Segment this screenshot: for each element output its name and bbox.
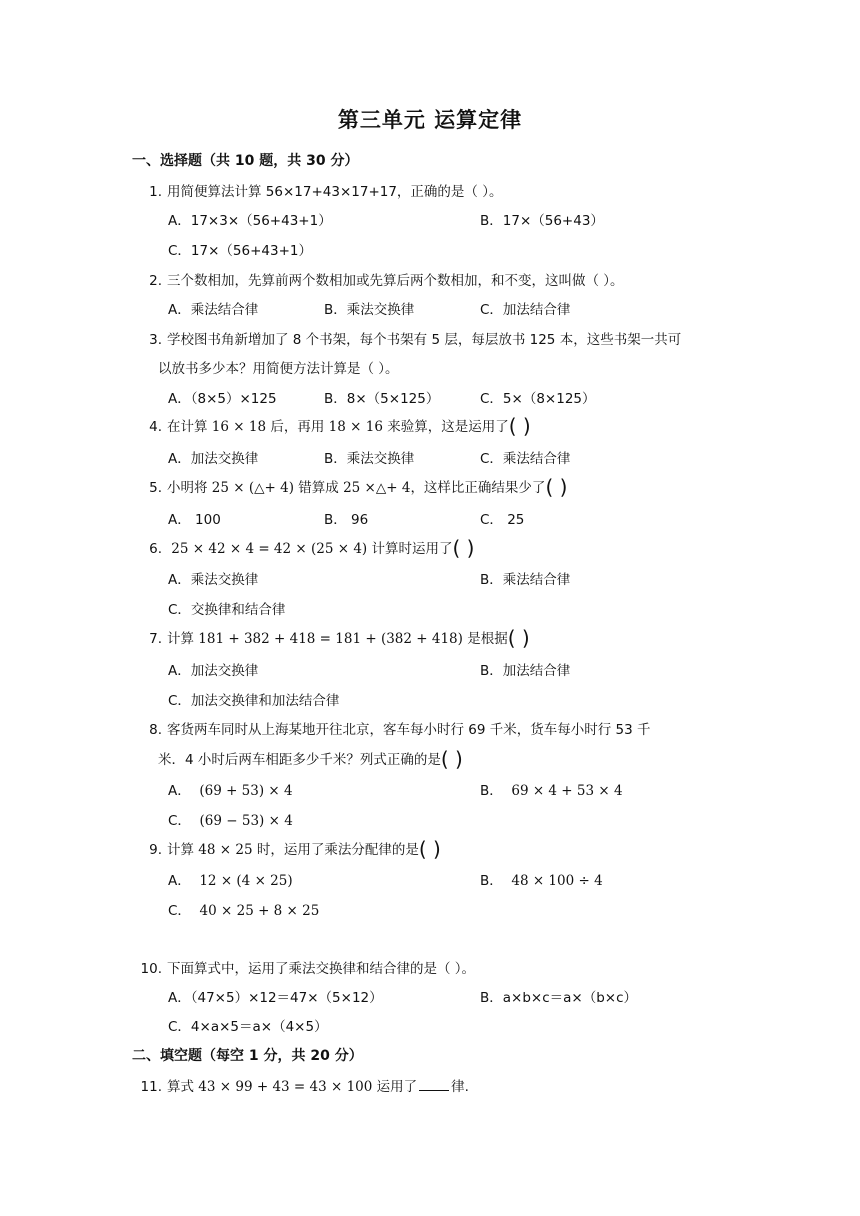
question-text-continued: 以放书多少本？用简便方法计算是（ ）。	[158, 361, 399, 377]
math-expression: 25 × 42 × 4 = 42 × (25 × 4)	[171, 541, 368, 557]
option-c: C．5×（8×125）	[480, 391, 596, 407]
option-a	[168, 779, 293, 799]
option-a: A．（47×5）×12＝47×（5×12）	[168, 990, 383, 1006]
question-5	[142, 476, 567, 497]
question-text: 计算时运用了	[367, 541, 453, 557]
math-expression: 25 ×△+ 4	[343, 480, 411, 496]
question-9	[142, 838, 441, 859]
option-b: B．17×（56+43）	[480, 213, 604, 229]
question-text: 计算	[167, 631, 199, 647]
question-number: 10.	[140, 961, 162, 977]
question-text: 运用了	[372, 1079, 418, 1095]
math-expression: 12 × (4 × 25)	[199, 873, 293, 889]
math-expression: 69 × 4 + 53 × 4	[511, 783, 623, 799]
option-a: A．乘法交换律	[168, 572, 259, 588]
answer-parentheses: ( )	[418, 837, 441, 861]
question-4	[142, 415, 531, 436]
question-text: 客货两车同时从上海某地开往北京，客车每小时行 69 千米，货车每小时行 53 千	[167, 722, 651, 738]
option-label: C．	[168, 903, 191, 919]
math-expression: (69 − 53) × 4	[199, 813, 293, 829]
option-c: C．加法结合律	[480, 302, 571, 318]
option-b: B．乘法交换律	[324, 302, 415, 318]
math-expression: 48 × 100 ÷ 4	[511, 873, 603, 889]
question-text: 学校图书角新增加了 8 个书架，每个书架有 5 层，每层放书 125 本，这些书架一共可	[167, 332, 682, 348]
question-number: 5.	[149, 480, 162, 496]
question-2	[142, 269, 624, 289]
question-number: 9.	[149, 842, 162, 858]
option-b: B．乘法结合律	[480, 572, 571, 588]
option-c: C．4×a×5＝a×（4×5）	[168, 1019, 328, 1035]
question-number: 11.	[140, 1079, 162, 1095]
question-number: 2.	[149, 273, 162, 289]
option-a: A．加法交换律	[168, 451, 259, 467]
question-number: 4.	[149, 419, 162, 435]
question-text: 在计算	[167, 419, 212, 435]
question-7	[142, 627, 530, 648]
question-3	[142, 328, 681, 348]
question-text: ，这样比正确结果少了	[410, 480, 546, 496]
question-number: 3.	[149, 332, 162, 348]
option-c: C． 25	[480, 512, 525, 528]
option-b: B．加法结合律	[480, 663, 571, 679]
question-11	[135, 1075, 469, 1095]
math-expression: 48 × 25	[198, 842, 253, 858]
question-number: 7.	[149, 631, 162, 647]
question-text: 下面算式中，运用了乘法交换律和结合律的是（ ）。	[167, 961, 476, 977]
question-text: 用简便算法计算 56×17+43×17+17，正确的是（ ）。	[167, 184, 503, 200]
option-a: A．（8×5）×125	[168, 391, 277, 407]
question-10	[135, 957, 475, 977]
answer-parentheses: ( )	[440, 747, 463, 771]
math-expression: 18 × 16	[328, 419, 383, 435]
math-expression: 16 × 18	[211, 419, 267, 435]
question-text: 小明将	[167, 480, 212, 496]
section-choice-heading: 一、选择题（共 10 题，共 30 分）	[132, 153, 359, 169]
question-text: 后，再用	[266, 419, 329, 435]
option-c	[168, 899, 319, 919]
question-text: 米．4 小时后两车相距多少千米？列式正确的是	[158, 752, 441, 768]
option-a: A． 100	[168, 512, 221, 528]
option-b: B． 96	[324, 512, 369, 528]
option-c: C．17×（56+43+1）	[168, 243, 312, 259]
question-text: 律.	[451, 1079, 469, 1095]
question-number: 8.	[149, 722, 162, 738]
answer-parentheses: ( )	[508, 414, 531, 438]
option-a: A．17×3×（56+43+1）	[168, 213, 332, 229]
option-c: C．加法交换律和加法结合律	[168, 693, 340, 709]
option-a: A．乘法结合律	[168, 302, 259, 318]
question-text: 时，运用了乘法分配律的是	[252, 842, 419, 858]
question-6	[142, 537, 474, 558]
question-text: 计算	[167, 842, 199, 858]
math-expression: 43 × 99 + 43 = 43 × 100	[198, 1079, 373, 1095]
answer-parentheses: ( )	[452, 536, 475, 560]
page-title: 第三单元 运算定律	[337, 108, 523, 132]
question-number: 6.	[149, 541, 162, 557]
section-fill-heading: 二、填空题（每空 1 分，共 20 分）	[132, 1048, 363, 1064]
math-expression: 25 × (△+ 4)	[211, 480, 294, 496]
answer-parentheses: ( )	[545, 475, 568, 499]
option-label: A．	[168, 783, 191, 799]
option-label: C．	[168, 813, 191, 829]
option-c: C．交换律和结合律	[168, 602, 286, 618]
question-text: 是根据	[462, 631, 508, 647]
question-number: 1.	[149, 184, 162, 200]
option-label: B．	[480, 873, 503, 889]
option-b	[480, 869, 603, 889]
math-expression: 181 + 382 + 418 = 181 + (382 + 418)	[198, 631, 463, 647]
answer-blank[interactable]	[419, 1078, 449, 1091]
option-c	[168, 809, 293, 829]
question-text: 来验算，这是运用了	[382, 419, 509, 435]
option-c: C．乘法结合律	[480, 451, 571, 467]
option-b: B．8×（5×125）	[324, 391, 440, 407]
math-expression: 40 × 25 + 8 × 25	[199, 903, 320, 919]
answer-parentheses: ( )	[507, 626, 530, 650]
question-text: 三个数相加，先算前两个数相加或先算后两个数相加，和不变，这叫做（ ）。	[167, 273, 624, 289]
option-b: B．a×b×c＝a×（b×c）	[480, 990, 638, 1006]
math-expression: (69 + 53) × 4	[199, 783, 293, 799]
question-text-continued	[158, 748, 463, 769]
option-a	[168, 869, 293, 889]
option-b: B．乘法交换律	[324, 451, 415, 467]
option-b	[480, 779, 623, 799]
option-a: A．加法交换律	[168, 663, 259, 679]
question-8	[142, 718, 651, 738]
option-label: A．	[168, 873, 191, 889]
option-label: B．	[480, 783, 503, 799]
question-text: 错算成	[293, 480, 344, 496]
question-1	[142, 180, 502, 200]
question-text: 算式	[167, 1079, 199, 1095]
